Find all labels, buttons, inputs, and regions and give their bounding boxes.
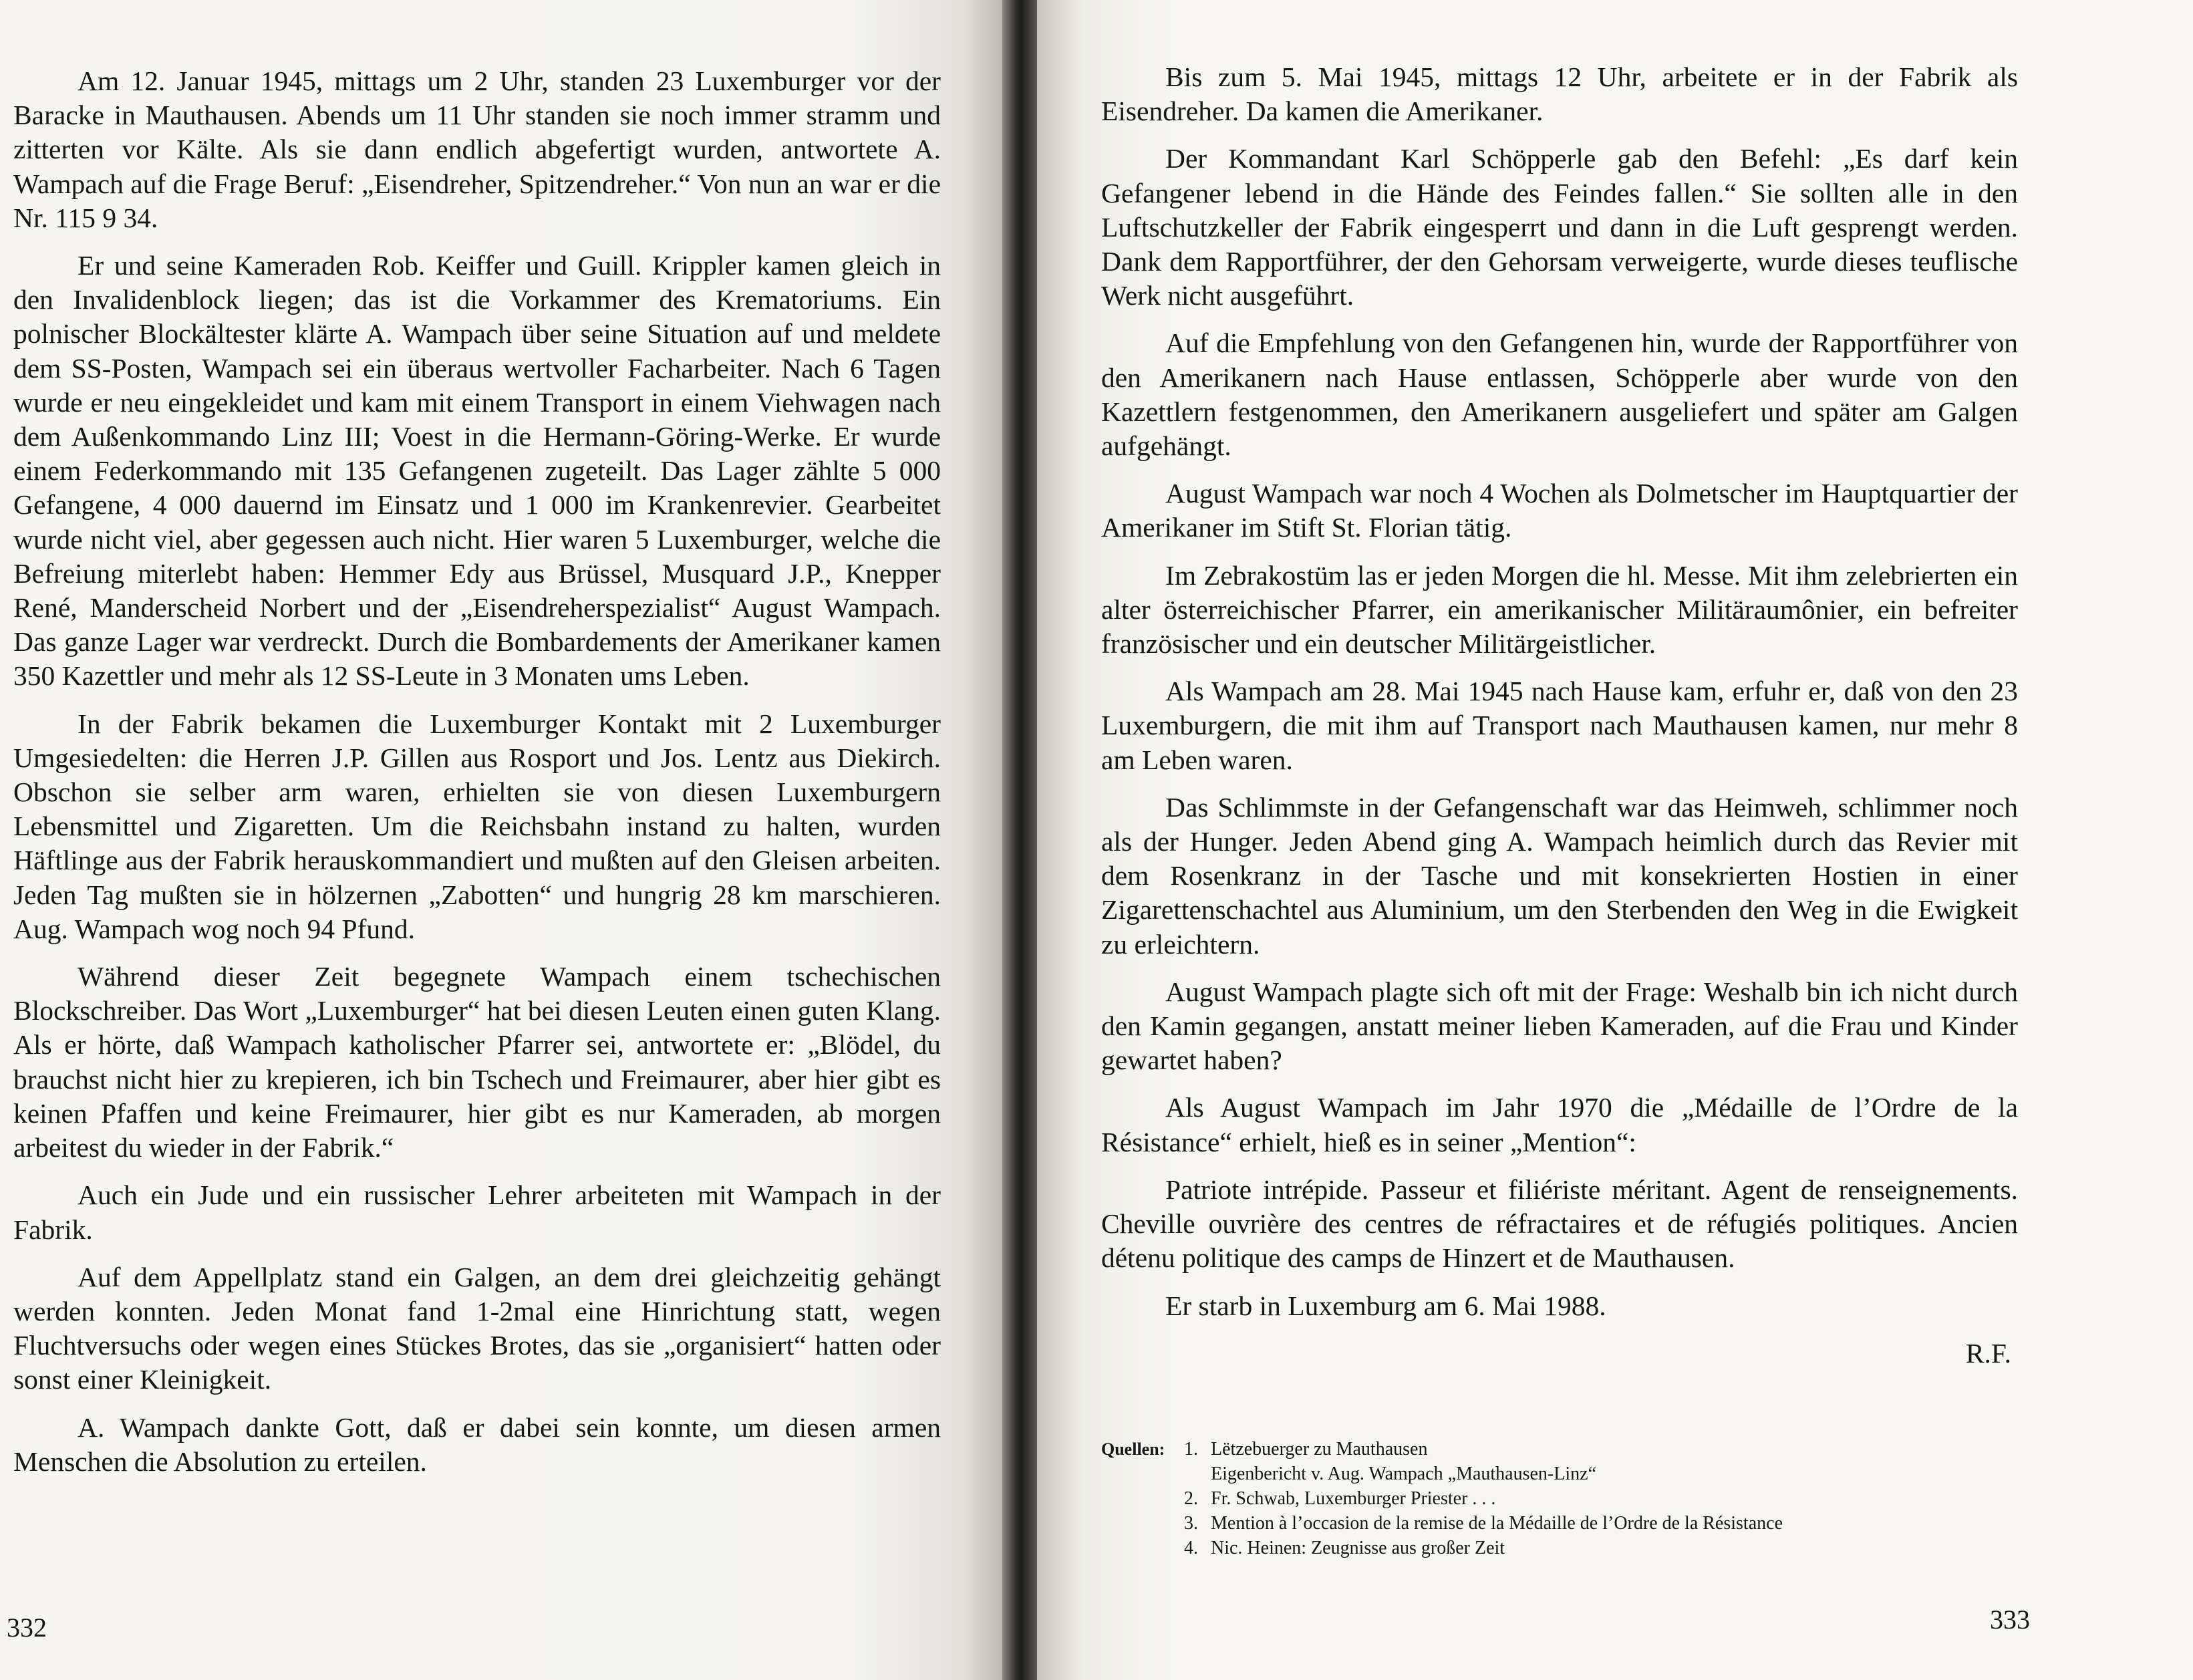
sources-label: Quellen: — [1101, 1439, 1165, 1459]
source-item — [1184, 1437, 2018, 1486]
source-text: Nic. Heinen: Zeugnisse aus großer Zeit — [1211, 1538, 1505, 1558]
paragraph: Auf die Empfehlung von den Gefangenen hin, wurde der Rapportführer von den Amerikanern nach Hause entlassen, Schöpperle aber wurde von den Kazettlern festgenommen, den Amerikanern ausgeliefert und später am Galgen aufgehängt. — [1101, 327, 2018, 462]
source-number: 4. — [1184, 1538, 1198, 1558]
source-number: 3. — [1184, 1513, 1198, 1534]
paragraph: Auf dem Appellplatz stand ein Galgen, an dem drei gleichzeitig gehängt werden konnten. Jeden Monat fand 1-2mal eine Hinrichtung statt, wegen Fluchtversuchs oder wegen eines Stückes Brotes, das sie „organisiert“ hatten oder sonst einer Kleinigkeit. — [13, 1261, 941, 1395]
paragraph: Das Schlimmste in der Gefangenschaft war das Heimweh, schlimmer noch als der Hunger. Jeden Abend ging A. Wampach heimlich durch das Revier mit dem Rosenkranz in der Tasche und mit konsekrierten Hostien in einer Zigarettenschachtel aus Aluminium, um den Sterbenden den Weg in die Ewigkeit zu erleichtern. — [1101, 791, 2018, 960]
left-page-text — [13, 64, 941, 1492]
paragraph: Im Zebrakostüm las er jeden Morgen die hl. Messe. Mit ihm zelebrierten ein alter österreichischer Pfarrer, ein amerikanischer Militäraumônier, ein befreiter französischer und ein deutscher Militärgeistlicher. — [1101, 559, 2018, 660]
source-text: Lëtzebuerger zu Mauthausen — [1211, 1439, 1428, 1459]
paragraph: Bis zum 5. Mai 1945, mittags 12 Uhr, arbeitete er in der Fabrik als Eisendreher. Da kamen die Amerikaner. — [1101, 61, 2018, 127]
author-signature: R.F. — [1965, 1337, 2011, 1369]
book-gutter — [1002, 0, 1037, 1680]
source-item — [1184, 1486, 2018, 1511]
sources-block — [1101, 1437, 2018, 1560]
source-number: 1. — [1184, 1439, 1198, 1459]
paragraph: Der Kommandant Karl Schöpperle gab den Befehl: „Es darf kein Gefangener lebend in die Hände des Feindes fallen.“ Sie sollten alle in den Luftschutzkeller der Fabrik eingesperrt und dann in die Luft gesprengt werden. Dank dem Rapportführer, der den Gehorsam verweigerte, wurde dieses teuflische Werk nicht ausgeführt. — [1101, 143, 2018, 311]
source-number: 2. — [1184, 1488, 1198, 1509]
paragraph: August Wampach war noch 4 Wochen als Dolmetscher im Hauptquartier der Amerikaner im Stift St. Florian tätig. — [1101, 478, 2018, 543]
left-page — [0, 0, 1002, 1680]
page-number-right: 333 — [1990, 1604, 2030, 1635]
source-item — [1184, 1511, 2018, 1536]
right-page-text — [1101, 60, 2018, 1371]
source-item — [1184, 1536, 2018, 1560]
sources-list — [1101, 1437, 2018, 1560]
paragraph: Auch ein Jude und ein russischer Lehrer arbeiteten mit Wampach in der Fabrik. — [13, 1179, 941, 1245]
paragraph: Während dieser Zeit begegnete Wampach einem tschechischen Blockschreiber. Das Wort „Luxemburger“ hat bei diesen Leuten einen guten Klang. Als er hörte, daß Wampach katholischer Pfarrer sei, antwortete er: „Blödel, du brauchst nicht hier zu krepieren, ich bin Tschech und Freimaurer, aber hier gibt es keinen Pfaffen und keine Freimaurer, hier gibt es nur Kameraden, ab morgen arbeitest du wieder in der Fabrik.“ — [13, 961, 941, 1163]
paragraph: Als August Wampach im Jahr 1970 die „Médaille de l’Ordre de la Résistance“ erhielt, hieß es in seiner „Mention“: — [1101, 1092, 2018, 1157]
paragraph: In der Fabrik bekamen die Luxemburger Kontakt mit 2 Luxemburger Umgesiedelten: die Herren J.P. Gillen aus Rosport und Jos. Lentz aus Diekirch. Obschon sie selber arm waren, erhielten sie von diesen Luxemburgern Lebensmittel und Zigaretten. Um die Reichsbahn instand zu halten, wurden Häftlinge aus der Fabrik herauskommandiert und mußten auf den Gleisen arbeiten. Jeden Tag mußten sie in hölzernen „Zabotten“ und hungrig 28 km marschieren. Aug. Wampach wog noch 94 Pfund. — [13, 708, 941, 944]
source-subtext: Eigenbericht v. Aug. Wampach „Mauthausen-Linz“ — [1211, 1463, 1596, 1484]
paragraph: Als Wampach am 28. Mai 1945 nach Hause kam, erfuhr er, daß von den 23 Luxemburgern, die mit ihm auf Transport nach Mauthausen kamen, nur mehr 8 am Leben waren. — [1101, 676, 2018, 775]
page-number-left: 332 — [7, 1613, 47, 1643]
paragraph: A. Wampach dankte Gott, daß er dabei sein konnte, um diesen armen Menschen die Absolution zu erteilen. — [13, 1411, 941, 1477]
source-text: Mention à l’occasion de la remise de la Médaille de l’Ordre de la Résistance — [1211, 1513, 1783, 1534]
paragraph: Am 12. Januar 1945, mittags um 2 Uhr, standen 23 Luxemburger vor der Baracke in Mauthausen. Abends um 11 Uhr standen sie noch immer stramm und zitterten vor Kälte. Als sie dann endlich abgefertigt wurden, antwortete A. Wampach auf die Frage Beruf: „Eisendreher, Spitzendreher.“ Von nun an war er die Nr. 115 9 34. — [13, 65, 941, 233]
source-text: Fr. Schwab, Luxemburger Priester . . . — [1211, 1488, 1496, 1509]
paragraph: Er und seine Kameraden Rob. Keiffer und Guill. Krippler kamen gleich in den Invalidenblock liegen; das ist die Vorkammer des Krematoriums. Ein polnischer Blockältester klärte A. Wampach über seine Situation auf und meldete dem SS-Posten, Wampach sei ein überaus wertvoller Facharbeiter. Nach 6 Tagen wurde er neu eingekleidet und kam mit einem Transport in einem Viehwagen nach dem Außenkommando Linz III; Voest in die Hermann-Göring-Werke. Er wurde einem Federkommando mit 135 Gefangenen zugeteilt. Das Lager zählte 5 000 Gefangene, 4 000 dauernd im Einsatz und 1 000 im Krankenrevier. Gearbeitet wurde nicht viel, aber gegessen auch nicht. Hier waren 5 Luxemburger, welche die Befreiung miterlebt haben: Hemmer Edy aus Brüssel, Musquard J.P., Knepper René, Manderscheid Norbert und der „Eisendreherspezialist“ August Wampach. Das ganze Lager war verdreckt. Durch die Bombardements der Amerikaner kamen 350 Kazettler und mehr als 12 SS-Leute in 3 Monaten ums Leben. — [13, 250, 941, 692]
paragraph: Patriote intrépide. Passeur et filiériste méritant. Agent de renseignements. Cheville ouvrière des centres de réfractaires et de réfugiés politiques. Ancien détenu politique des camps de Hinzert et de Mauthausen. — [1101, 1173, 2018, 1274]
paragraph: August Wampach plagte sich oft mit der Frage: Weshalb bin ich nicht durch den Kamin gegangen, anstatt meiner lieben Kameraden, auf die Frau und Kinder gewartet haben? — [1101, 976, 2018, 1076]
paragraph: Er starb in Luxemburg am 6. Mai 1988. — [1165, 1290, 1606, 1321]
